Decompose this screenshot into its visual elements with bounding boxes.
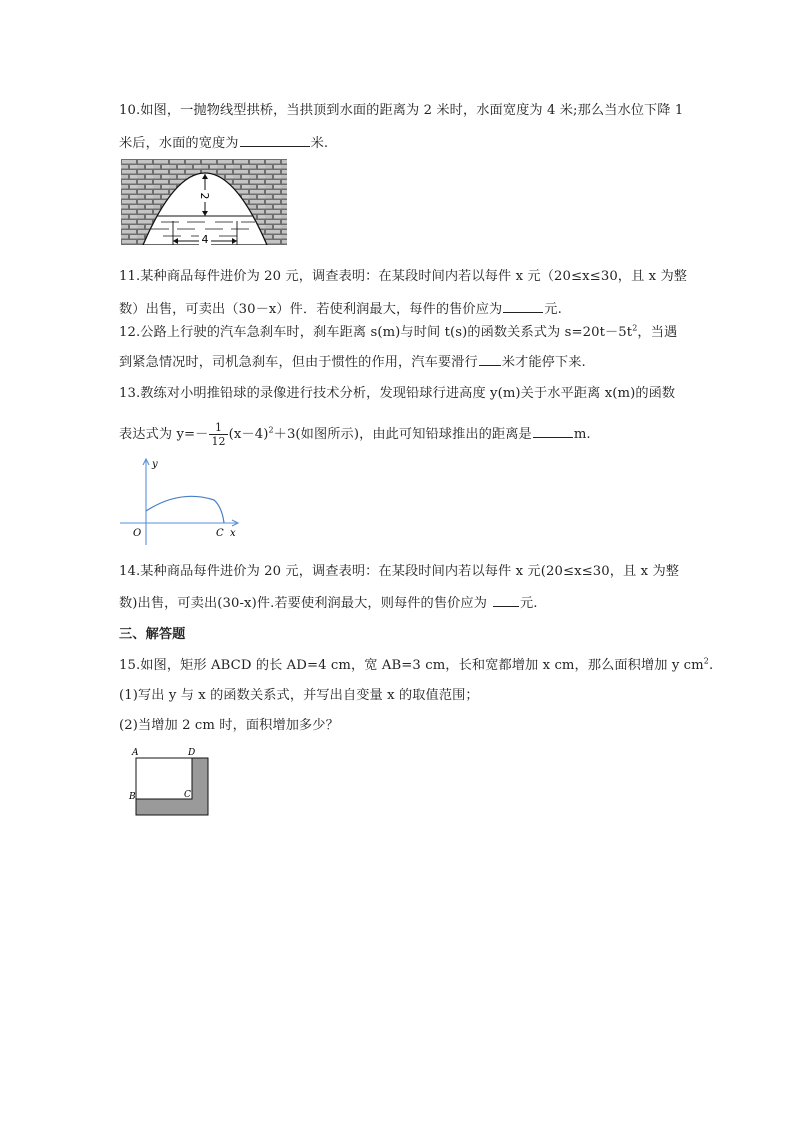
q13-fraction: $\frac{1}{12}$ [211, 421, 226, 448]
width-label: 4 [201, 233, 209, 245]
shot-put-graph [118, 455, 242, 547]
q13-text-2: 表达式为 y=－ [119, 427, 209, 442]
q12-text: 12.公路上行驶的汽车急刹车时，刹车距离 s(m)与时间 t(s)的函数关系式为 s=20t－5t [119, 325, 633, 340]
vertex-d-label: D [188, 748, 196, 758]
q13-unit: m. [573, 427, 591, 442]
q13-line-2: 表达式为 y=－ $\frac{1}{12}$ $(x-4)^2+3$(如图所示)，由此可知铅球推出的距离是 m. [119, 421, 591, 448]
q12-unit: 米才能停下来. [501, 355, 586, 370]
q11-answer-blank[interactable] [503, 298, 543, 313]
q15-part-2: (2)当增加 2 cm 时，面积增加多少？ [119, 718, 339, 733]
q10-line-1 [119, 101, 683, 121]
q15-part-1: (1)写出 y 与 x 的函数关系式，并写出自变量 x 的取值范围； [119, 688, 479, 703]
origin-label: O [133, 528, 142, 539]
q12-line-1: 12.公路上行驶的汽车急刹车时，刹车距离 s(m)与时间 t(s)的函数关系式为 $s=20t-5t^2$，当遇 [119, 323, 678, 340]
q15-line-1: 15.如图，矩形 ABCD 的长 AD=4 cm，宽 AB=3 cm，长和宽都增加 x cm，那么面积增加 y $cm^2$. [119, 656, 714, 673]
q12-text-2: 到紧急情况时，司机急刹车，但由于惯性的作用，汽车要滑行 [119, 355, 478, 370]
q10-text: 10.如图，一抛物线型拱桥，当拱顶到水面的距离为 2 米时，水面宽度为 4 米;那么当水位下降 1 [119, 103, 684, 118]
q12-line-2 [119, 351, 586, 373]
section-heading: 三、解答题 [119, 627, 186, 642]
q11-text-2: 数）出售，可卖出（30－x）件．若使利润最大，每件的售价应为 [119, 302, 503, 317]
q11-text: 11.某种商品每件进价为 20 元，调查表明：在某段时间内若以每件 x 元（20≤x≤30，且 x 为整 [119, 269, 688, 284]
q14-text: 14.某种商品每件进价为 20 元，调查表明：在某段时间内若以每件 x 元(20≤x≤30，且 x 为整 [119, 564, 680, 579]
q13-text: 13.教练对小明推铅球的录像进行技术分析，发现铅球行进高度 y(m)关于水平距离 x(m)的函数 [119, 386, 676, 401]
q10-line-2 [119, 132, 328, 154]
q14-answer-blank[interactable] [493, 592, 519, 607]
q11-line-2 [119, 298, 562, 320]
q14-unit: 元. [520, 596, 538, 611]
point-c-label: C [216, 528, 224, 539]
vertex-c-label: C [184, 790, 191, 800]
q15-text: 15.如图，矩形 ABCD 的长 AD=4 cm，宽 AB=3 cm，长和宽都增加 x cm，那么面积增加 y cm [119, 658, 704, 673]
q10-answer-blank[interactable] [240, 132, 310, 147]
x-axis-label: x [230, 528, 236, 539]
q14-line-1 [119, 562, 679, 582]
trajectory-curve [146, 496, 224, 523]
height-label: 2 [198, 192, 211, 200]
bridge-figure [121, 159, 287, 245]
q10-text-2: 米后，水面的宽度为 [119, 136, 239, 151]
y-axis-label: y [152, 459, 158, 470]
q13-answer-blank[interactable] [533, 423, 573, 438]
rectangle-figure [126, 746, 212, 818]
q12-answer-blank[interactable] [479, 351, 501, 366]
q10-unit: 米. [310, 136, 329, 151]
vertex-b-label: B [129, 792, 136, 802]
q11-unit: 元. [544, 302, 562, 317]
q11-line-1 [119, 267, 687, 287]
q13-line-1 [119, 384, 675, 404]
vertex-a-label: A [132, 748, 139, 758]
q14-text-2: 数)出售，可卖出(30-x)件.若要使利润最大，则每件的售价应为 [119, 596, 487, 611]
q14-line-2 [119, 592, 538, 614]
